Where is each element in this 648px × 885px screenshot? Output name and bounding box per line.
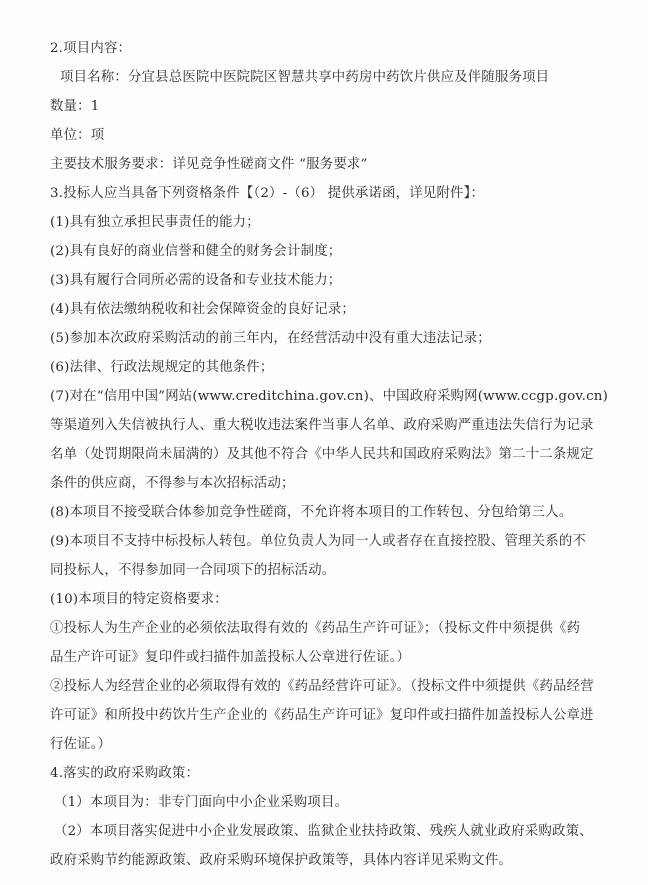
qualification-item-7-line-4: 条件的供应商，不得参与本次招标活动；	[50, 476, 295, 491]
qualification-item-5: (5)参加本次政府采购活动的前三年内，在经营活动中没有重大违法记录；	[50, 331, 491, 346]
qualification-item-8: (8)本项目不接受联合体参加竞争性磋商，不允许将本项目的工作转包、分包给第三人。	[50, 505, 573, 520]
qualification-item-7-line-2: 等渠道列入失信被执行人、重大税收违法案件当事人名单、政府采购严重违法失信行为记录	[50, 418, 594, 433]
quantity-line: 数量：1	[50, 99, 100, 114]
qualification-item-1: (1)具有独立承担民事责任的能力；	[50, 215, 260, 230]
qualification-item-6: (6)法律、行政法规规定的其他条件；	[50, 360, 274, 375]
policy-item-1: （1）本项目为：非专门面向中小企业采购项目。	[54, 795, 349, 810]
qualification-item-10-heading: (10)本项目的特定资格要求：	[50, 592, 228, 607]
unit-line: 单位：项	[50, 128, 105, 143]
section-2-heading: 2.项目内容：	[50, 41, 132, 56]
section-4-heading: 4.落实的政府采购政策：	[50, 766, 200, 781]
special-requirement-1-line-2: 品生产许可证》复印件或扫描件加盖投标人公章进行佐证。）	[50, 650, 411, 665]
qualification-item-9-line-1: (9)本项目不支持中标投标人转包。单位负责人为同一人或者存在直接控股、管理关系的不	[50, 534, 587, 549]
policy-item-2-line-1: （2）本项目落实促进中小企业发展政策、监狱企业扶持政策、残疾人就业政府采购政策、	[54, 824, 593, 839]
qualification-item-7-line-1: (7)对在“信用中国”网站(www.creditchina.gov.cn)、中国政府采购网(www.ccgp.gov.cn)	[50, 389, 609, 404]
policy-item-2-line-2: 政府采购节约能源政策、政府采购环境保护政策等，具体内容详见采购文件。	[50, 853, 513, 868]
section-3-heading: 3.投标人应当具备下列资格条件【（2）-（6） 提供承诺函，详见附件】：	[50, 186, 485, 201]
tech-requirements-line: 主要技术服务要求：详见竞争性磋商文件 “服务要求”	[50, 157, 368, 172]
special-requirement-2-line-1: ②投标人为经营企业的必须取得有效的《药品经营许可证》。（投标文件中须提供《药品经营	[50, 679, 594, 694]
qualification-item-4: (4)具有依法缴纳税收和社会保障资金的良好记录；	[50, 302, 355, 317]
qualification-item-2: (2)具有良好的商业信誉和健全的财务会计制度；	[50, 244, 342, 259]
qualification-item-7-line-3: 名单（处罚期限尚未届满的）及其他不符合《中华人民共和国政府采购法》第二十二条规定	[50, 447, 594, 462]
special-requirement-2-line-2: 许可证》和所投中药饮片生产企业的《药品生产许可证》复印件或扫描件加盖投标人公章进	[50, 708, 594, 723]
project-name-line: 项目名称：分宜县总医院中医院院区智慧共享中药房中药饮片供应及伴随服务项目	[60, 70, 550, 85]
qualification-item-9-line-2: 同投标人，不得参加同一合同项下的招标活动。	[50, 563, 336, 578]
special-requirement-2-line-3: 行佐证。）	[50, 737, 112, 752]
qualification-item-3: (3)具有履行合同所必需的设备和专业技术能力；	[50, 273, 342, 288]
special-requirement-1-line-1: ①投标人为生产企业的必须依法取得有效的《药品生产许可证》；（投标文件中须提供《药	[50, 621, 581, 636]
